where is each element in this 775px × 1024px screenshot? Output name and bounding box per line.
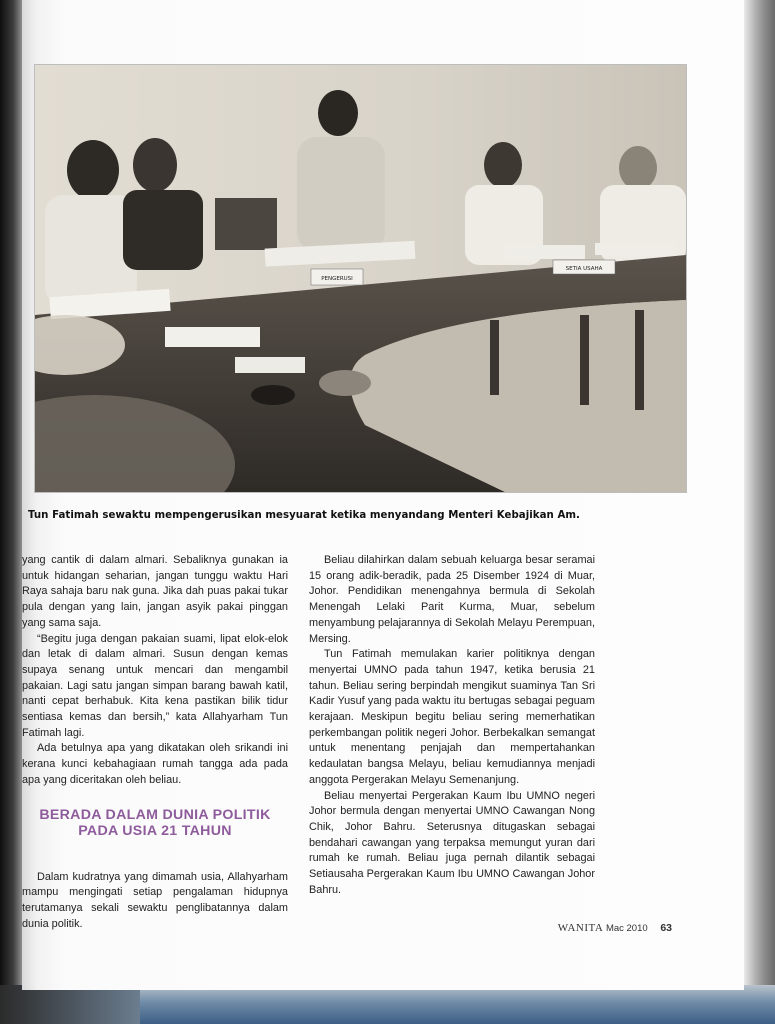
paragraph: Ada betulnya apa yang dikatakan oleh srikandi ini kerana kunci kebahagiaan rumah tangga ada pada apa yang diceritakan oleh beliau. xyxy=(22,742,288,786)
page-footer xyxy=(558,922,672,934)
issue-date: Mac 2010 xyxy=(605,923,648,934)
paragraph: yang cantik di dalam almari. Sebaliknya gunakan ia untuk hidangan seharian, jangan tunggu waktu Hari Raya sahaja baru nak guna. Jika dah puas pakai tukar pula dengan yang lain, jangan asyik pakai pinggan yang sama saja. xyxy=(22,554,288,629)
magazine-page xyxy=(22,0,744,990)
magazine-name: WANITA xyxy=(557,922,604,934)
name-card-setia-usaha xyxy=(553,260,615,274)
section-heading-line-1: BERADA DALAM DUNIA POLITIK xyxy=(39,806,271,823)
article-column-right xyxy=(309,553,595,898)
scan-bottom-edge xyxy=(0,985,775,1024)
paragraph: Dalam kudratnya yang dimamah usia, Allahyarham mampu mengingati setiap pengalaman hidupnya terutamanya sekali sewaktu penglibatannya dalam dunia politik. xyxy=(22,870,288,930)
name-card-label: SETIA USAHA xyxy=(565,266,603,272)
article-column-left xyxy=(22,553,288,932)
section-heading-line-2: PADA USIA 21 TAHUN xyxy=(78,823,232,840)
scan-shadow-left xyxy=(0,0,22,1024)
section-heading xyxy=(22,807,288,840)
page-number: 63 xyxy=(660,922,672,934)
paragraph: “Begitu juga dengan pakaian suami, lipat elok-elok dan letak di dalam almari. Susun dengan kemas supaya senang untuk mencari dan mengambil pakaian. Lagi satu jangan simpan barang bawah katil, nanti cepat berhabuk. Kita kena pastikan bilik tidur sentiasa kemas dan bersih,” kata Allahyarham Tun Fatimah lagi. xyxy=(22,632,288,739)
paragraph: Beliau menyertai Pergerakan Kaum Ibu UMNO negeri Johor bermula dengan menyertai UMNO Cawangan Nong Chik, Johor Bahru. Seterusnya ditugaskan sebagai bendahari cawangan yang terpaksa memungut yuran dari rumah ke rumah. Beliau juga pernah dilantik sebagai Setiausaha Pergerakan Kaum Ibu UMNO Cawangan Johor Bahru. xyxy=(309,789,595,896)
photo-caption: Tun Fatimah sewaktu mempengerusikan mesyuarat ketika menyandang Menteri Kebajikan Am. xyxy=(28,510,580,521)
paragraph: Tun Fatimah memulakan karier politiknya dengan menyertai UMNO pada tahun 1947, ketika berusia 21 tahun. Beliau sering berpindah mengikut suaminya Tan Sri Kadir Yusuf yang pada waktu itu bertugas sebagai peguam kerajaan. Meskipun begitu beliau sering memerhatikan perkembangan politik negeri Johor. Berbekalkan semangat untuk menentang penjajah dan mempertahankan kedaulatan bangsa Melayu, beliau kemudiannya menjadi anggota Pergerakan Melayu Semenanjung. xyxy=(309,648,595,786)
name-card-pengerusi xyxy=(311,269,363,285)
meeting-photo xyxy=(34,64,687,493)
paragraph: Beliau dilahirkan dalam sebuah keluarga besar seramai 15 orang adik-beradik, pada 25 Disember 1924 di Muar, Johor. Pendidikan menengahnya bermula di Sekolah Menengah Lelaki Parit Kurma, Muar, sebelum menyambung pelajarannya di Sekolah Melayu Perempuan, Mersing. xyxy=(309,554,595,645)
name-card-label: PENGERUSI xyxy=(321,276,353,282)
